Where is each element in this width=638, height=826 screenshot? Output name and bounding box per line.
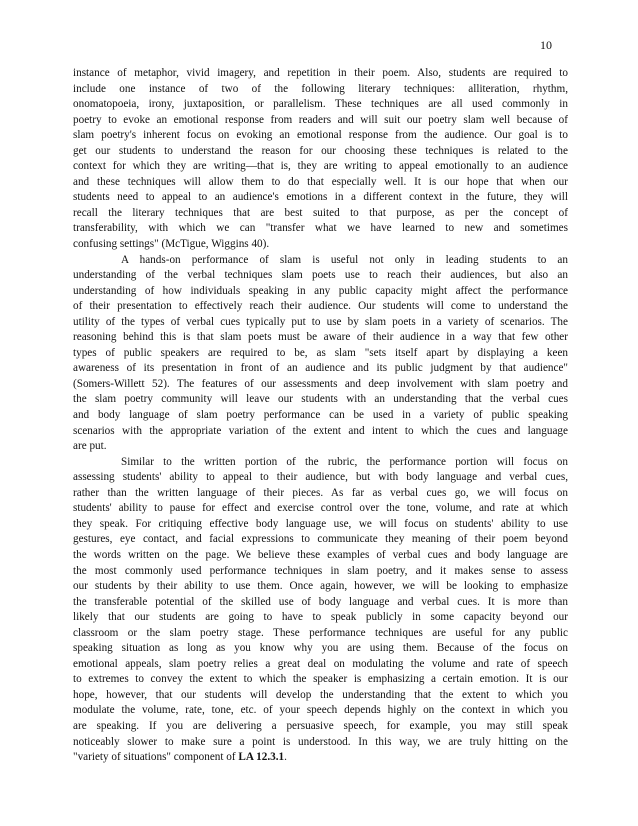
text-line: rather than the written language of their pieces. As far as verbal cues go, we will focus on — [73, 486, 568, 499]
text-line: onomatopoeia, irony, juxtaposition, or parallelism. These techniques are all used commonly in — [73, 98, 568, 111]
text-line: and these techniques will allow them to do that especially well. It is our hope that when our — [73, 175, 568, 188]
text-line: and body language of slam poetry performance can be used in a variety of public speaking — [73, 409, 568, 422]
final-line-text: "variety of situations" component of — [73, 751, 239, 764]
text-line: assessing students' ability to appeal to their audience, but with body language and verbal cues, — [73, 471, 568, 484]
text-line: include one instance of two of the following literary techniques: alliteration, rhythm, — [73, 82, 568, 95]
standard-reference: LA 12.3.1 — [238, 751, 285, 764]
text-line: classroom or the slam poetry stage. These performance techniques are useful for any public — [73, 626, 568, 639]
text-line: context for which they are writing—that is, they are writing to appeal emotionally to an audience — [73, 160, 568, 173]
text-line: they speak. For critiquing effective body language use, we will focus on students' ability to use — [73, 517, 568, 530]
text-line: understanding of the verbal techniques slam poets use to reach their audiences, but also an — [73, 269, 568, 282]
text-line: slam poetry's inherent focus on evoking an emotional response from the audience. Our goal is to — [73, 129, 568, 142]
text-line: understanding of how individuals speaking in any public capacity might affect the performance — [73, 284, 568, 297]
text-line: get our students to understand the reason for our choosing these techniques is related to the — [73, 144, 568, 157]
text-line: are speaking. If you are delivering a persuasive speech, for example, you may still speak — [73, 719, 568, 732]
paragraph-final-line — [73, 750, 568, 766]
text-line: hope, however, that our students will develop the understanding that the extent to which you — [73, 688, 568, 701]
text-line: instance of metaphor, vivid imagery, and repetition in their poem. Also, students are required to — [73, 67, 568, 79]
paragraph-1 — [73, 66, 568, 253]
text-line: recall the literary techniques that are best suited to that purpose, as per the concept of — [73, 206, 568, 219]
text-line: speaking situation as long as you know why you are using them. Because of the focus on — [73, 642, 568, 655]
text-line: Similar to the written portion of the rubric, the performance portion will focus on — [121, 455, 568, 468]
text-line: the transferable potential of the skilled use of body language and verbal cues. It is more than — [73, 595, 568, 608]
text-line: the slam poetry community will leave our students with an understanding that the verbal cues — [73, 393, 568, 406]
text-line: types of public speakers are required to be, as slam "sets itself apart by displaying a keen — [73, 346, 568, 359]
text-line: confusing settings" (McTigue, Wiggins 40). — [73, 238, 270, 251]
text-line: likely that our students are going to have to speak publicly in some capacity beyond our — [73, 611, 568, 624]
text-line: to extremes to convey the extent to which the speaker is emphasizing a certain emotion. It is our — [73, 673, 568, 686]
paragraph-3 — [73, 455, 568, 766]
paragraph-2 — [73, 253, 568, 455]
body-text — [73, 66, 568, 766]
text-line: students need to appeal to an audience's emotions in a different context in the future, they will — [73, 191, 568, 204]
text-line: reasoning behind this is that slam poets must be aware of their audience in a way that few other — [73, 331, 568, 344]
text-line: the words written on the page. We believe these examples of verbal cues and body language are — [73, 548, 568, 561]
page-number: 10 — [540, 38, 552, 52]
text-line: poetry to evoke an emotional response from readers and will suit our poetry slam well because of — [73, 113, 568, 126]
text-line: noticeably slower to make sure a point is understood. In this way, we are truly hitting on the — [73, 735, 568, 748]
text-line: transferability, with which we can "transfer what we have learned to new and sometimes — [73, 222, 568, 235]
text-line: gestures, eye contact, and facial expressions to communicate they meaning of their poem beyond — [73, 533, 568, 546]
text-line: emotional appeals, slam poetry relies a great deal on modulating the volume and rate of speech — [73, 657, 568, 670]
text-line: are put. — [73, 440, 107, 453]
final-line-period: . — [284, 751, 287, 764]
text-line: of their presentation to effectively reach their audience. Our students will come to understand the — [73, 300, 568, 313]
text-line: students' ability to pause for effect and exercise control over the tone, volume, and rate at which — [73, 502, 568, 515]
text-line: our students by their ability to use them. Once again, however, we will be looking to emphasize — [73, 580, 568, 593]
text-line: (Somers-Willett 52). The features of our assessments and deep involvement with slam poetry and — [73, 377, 568, 390]
text-line: A hands-on performance of slam is useful not only in leading students to an — [121, 253, 568, 266]
text-line: scenarios with the appropriate variation of the extent and intent to which the cues and language — [73, 424, 568, 437]
text-line: modulate the volume, rate, tone, etc. of your speech depends highly on the context in which you — [73, 704, 568, 717]
text-line: awareness of its presentation in front of an audience and its public judgment by that audience" — [73, 362, 568, 375]
text-line: the most commonly used performance techniques in slam poetry, and it makes sense to assess — [73, 564, 568, 577]
text-line: utility of the types of verbal cues typically put to use by slam poets in a variety of scenarios. The — [73, 315, 568, 328]
